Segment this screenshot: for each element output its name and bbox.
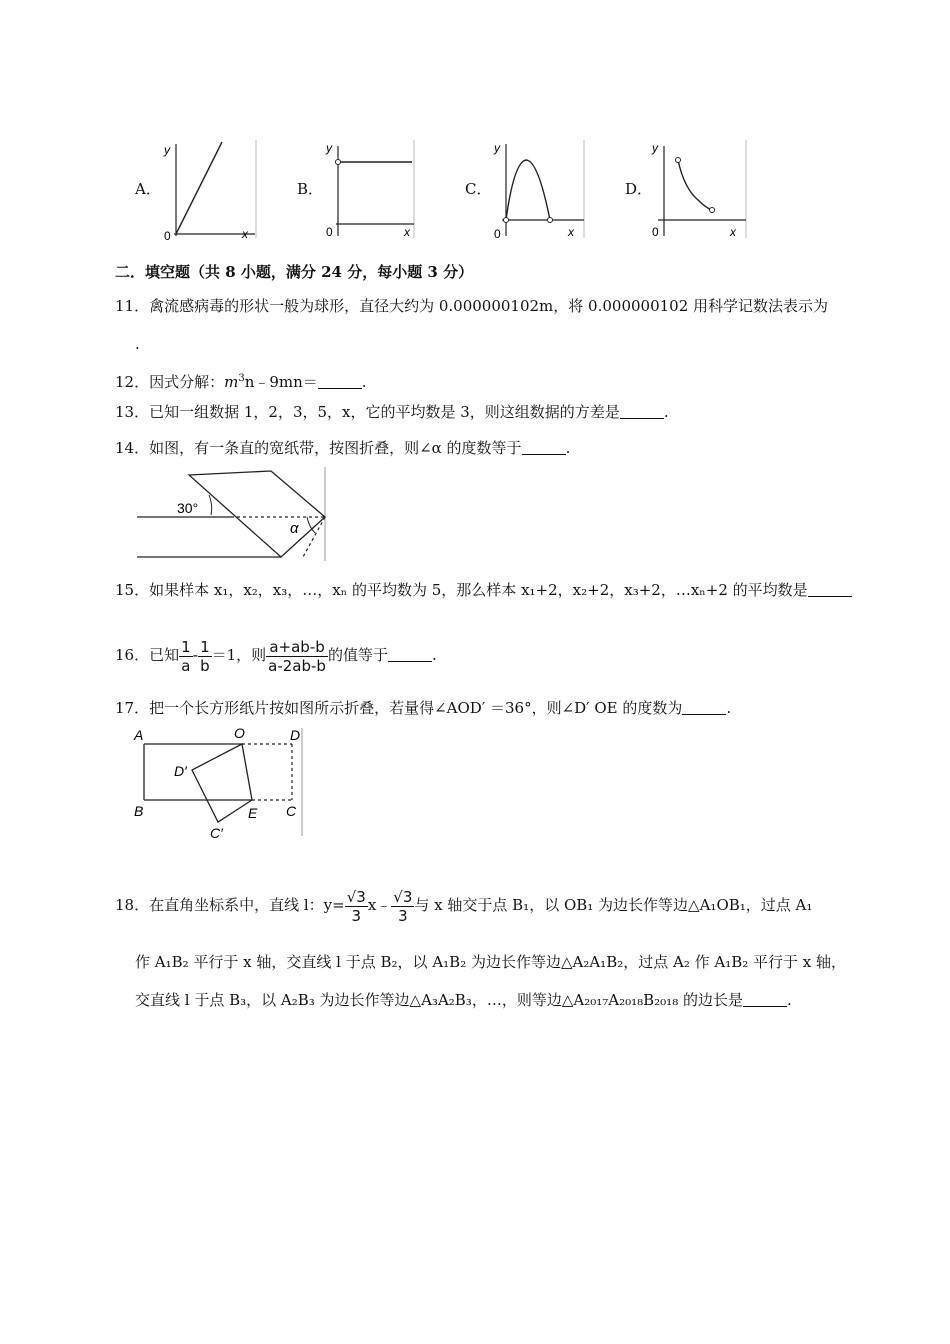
question-18-line3 [135, 990, 792, 1010]
question-15-text: 15．如果样本 x₁，x₂，x₃，…，xₙ 的平均数为 5，那么样本 x₁+2，x₂+2，x₃+2，…xₙ+2 的平均数是 [115, 581, 808, 599]
option-c-label: C． [465, 180, 492, 198]
question-17-text: 17．把一个长方形纸片按如图所示折叠，若量得∠AOD′ ＝36°，则∠D′ OE 的度数为 [115, 699, 683, 717]
point-dprime-label: D′ [174, 763, 187, 779]
figure-paper-strip [135, 465, 335, 565]
question-12 [115, 369, 367, 392]
denominator: a [181, 656, 191, 675]
origin-label: 0 [164, 229, 171, 240]
option-b-label: B． [297, 180, 324, 198]
axis-y-label: y [494, 141, 500, 155]
question-14 [115, 438, 570, 458]
fraction-sqrt3-over-3 [391, 888, 414, 925]
question-16-prefix: 16．已知 [115, 646, 180, 664]
minus-sign: - [192, 646, 199, 664]
numerator: 1 [181, 637, 191, 656]
axis-x-label: x [568, 225, 574, 239]
numerator: 1 [200, 637, 210, 656]
question-14-text: 14．如图，有一条直的宽纸带，按图折叠，则∠α 的度数等于 [115, 439, 522, 457]
point-b-label: B [134, 803, 144, 819]
question-18-line1 [115, 882, 812, 928]
point-d-label: D [290, 727, 301, 743]
axis-x-label: x [730, 225, 736, 239]
numerator: a+ab-b [266, 638, 328, 657]
option-d-label: D． [625, 180, 653, 198]
answer-blank[interactable] [743, 992, 787, 1007]
denominator: 3 [351, 906, 362, 925]
question-17 [115, 698, 731, 718]
answer-blank[interactable] [388, 647, 432, 662]
question-11-line2: . [135, 335, 140, 353]
question-16 [115, 632, 437, 678]
answer-blank[interactable] [522, 440, 566, 455]
period: . [361, 373, 367, 391]
answer-blank[interactable] [318, 374, 362, 389]
period: . [431, 646, 437, 664]
axis-x-label: x [242, 227, 248, 240]
axis-x-label: x [404, 225, 410, 239]
period: . [726, 699, 732, 717]
question-11-line1: 11．禽流感病毒的形状一般为球形，直径大约为 0.000000102m，将 0.000000102 用科学记数法表示为 [115, 297, 829, 315]
axis-y-label: y [652, 141, 658, 155]
question-18-line2: 作 A₁B₂ 平行于 x 轴，交直线 l 于点 B₂，以 A₁B₂ 为边长作等边△A₂A₁B₂，过点 A₂ 作 A₁B₂ 平行于 x 轴， [135, 953, 847, 971]
graph-d [650, 138, 750, 240]
question-13 [115, 402, 669, 422]
question-18-prefix: 18．在直角坐标系中，直线 l：y= [115, 896, 345, 914]
question-18-mid: x﹣ [367, 896, 392, 914]
axis-y-label: y [326, 141, 332, 155]
question-16-suffix: 的值等于 [327, 646, 388, 664]
origin-label: 0 [326, 225, 333, 239]
origin-label: 0 [652, 225, 659, 239]
period: . [663, 403, 669, 421]
graph-c [490, 138, 586, 240]
fraction-expression [266, 638, 328, 675]
question-12-expr: n﹣9mn＝ [244, 373, 318, 391]
question-13-text: 13．已知一组数据 1，2，3，5，x，它的平均数是 3，则这组数据的方差是 [115, 403, 620, 421]
point-c-label: C [286, 803, 297, 819]
numerator: √3 [393, 887, 413, 906]
question-12-exp: 3 [238, 373, 245, 384]
denominator: 3 [398, 906, 408, 925]
graph-b [322, 138, 418, 240]
point-cprime-label: C′ [210, 825, 223, 840]
period: . [786, 991, 792, 1009]
question-16-equals: ＝1，则 [211, 646, 267, 664]
option-a-label: A． [135, 180, 161, 198]
alpha-label: α [290, 520, 299, 537]
question-12-m: m [224, 373, 239, 391]
point-a-label: A [134, 727, 144, 743]
answer-blank[interactable] [682, 700, 726, 715]
figure-folded-rectangle [132, 724, 312, 840]
graph-a [160, 138, 258, 240]
fraction-sqrt3-over-3 [345, 888, 368, 925]
axis-y-label: y [164, 143, 170, 157]
section-title: 二．填空题（共 8 小题，满分 24 分，每小题 3 分） [115, 263, 474, 281]
denominator: a-2ab-b [268, 656, 326, 675]
fraction-1-over-a [179, 638, 193, 675]
question-12-prefix: 12．因式分解： [115, 373, 225, 391]
question-18-line3-text: 交直线 l 于点 B₃，以 A₂B₃ 为边长作等边△A₃A₂B₃，…，则等边△A₂₀₁₇A₂₀₁₈B₂₀₁₈ 的边长是 [135, 991, 743, 1009]
period: . [565, 439, 571, 457]
angle-30-label: 30° [177, 500, 199, 516]
denominator: b [200, 656, 210, 675]
origin-label: 0 [494, 227, 501, 240]
answer-blank[interactable] [808, 582, 852, 597]
question-18-suffix: 与 x 轴交于点 B₁，以 OB₁ 为边长作等边△A₁OB₁，过点 A₁ [414, 896, 813, 914]
fraction-1-over-b [198, 638, 212, 675]
point-o-label: O [234, 725, 245, 741]
numerator: √3 [346, 887, 366, 906]
answer-blank[interactable] [620, 404, 664, 419]
question-15 [115, 580, 852, 600]
point-e-label: E [248, 805, 258, 821]
